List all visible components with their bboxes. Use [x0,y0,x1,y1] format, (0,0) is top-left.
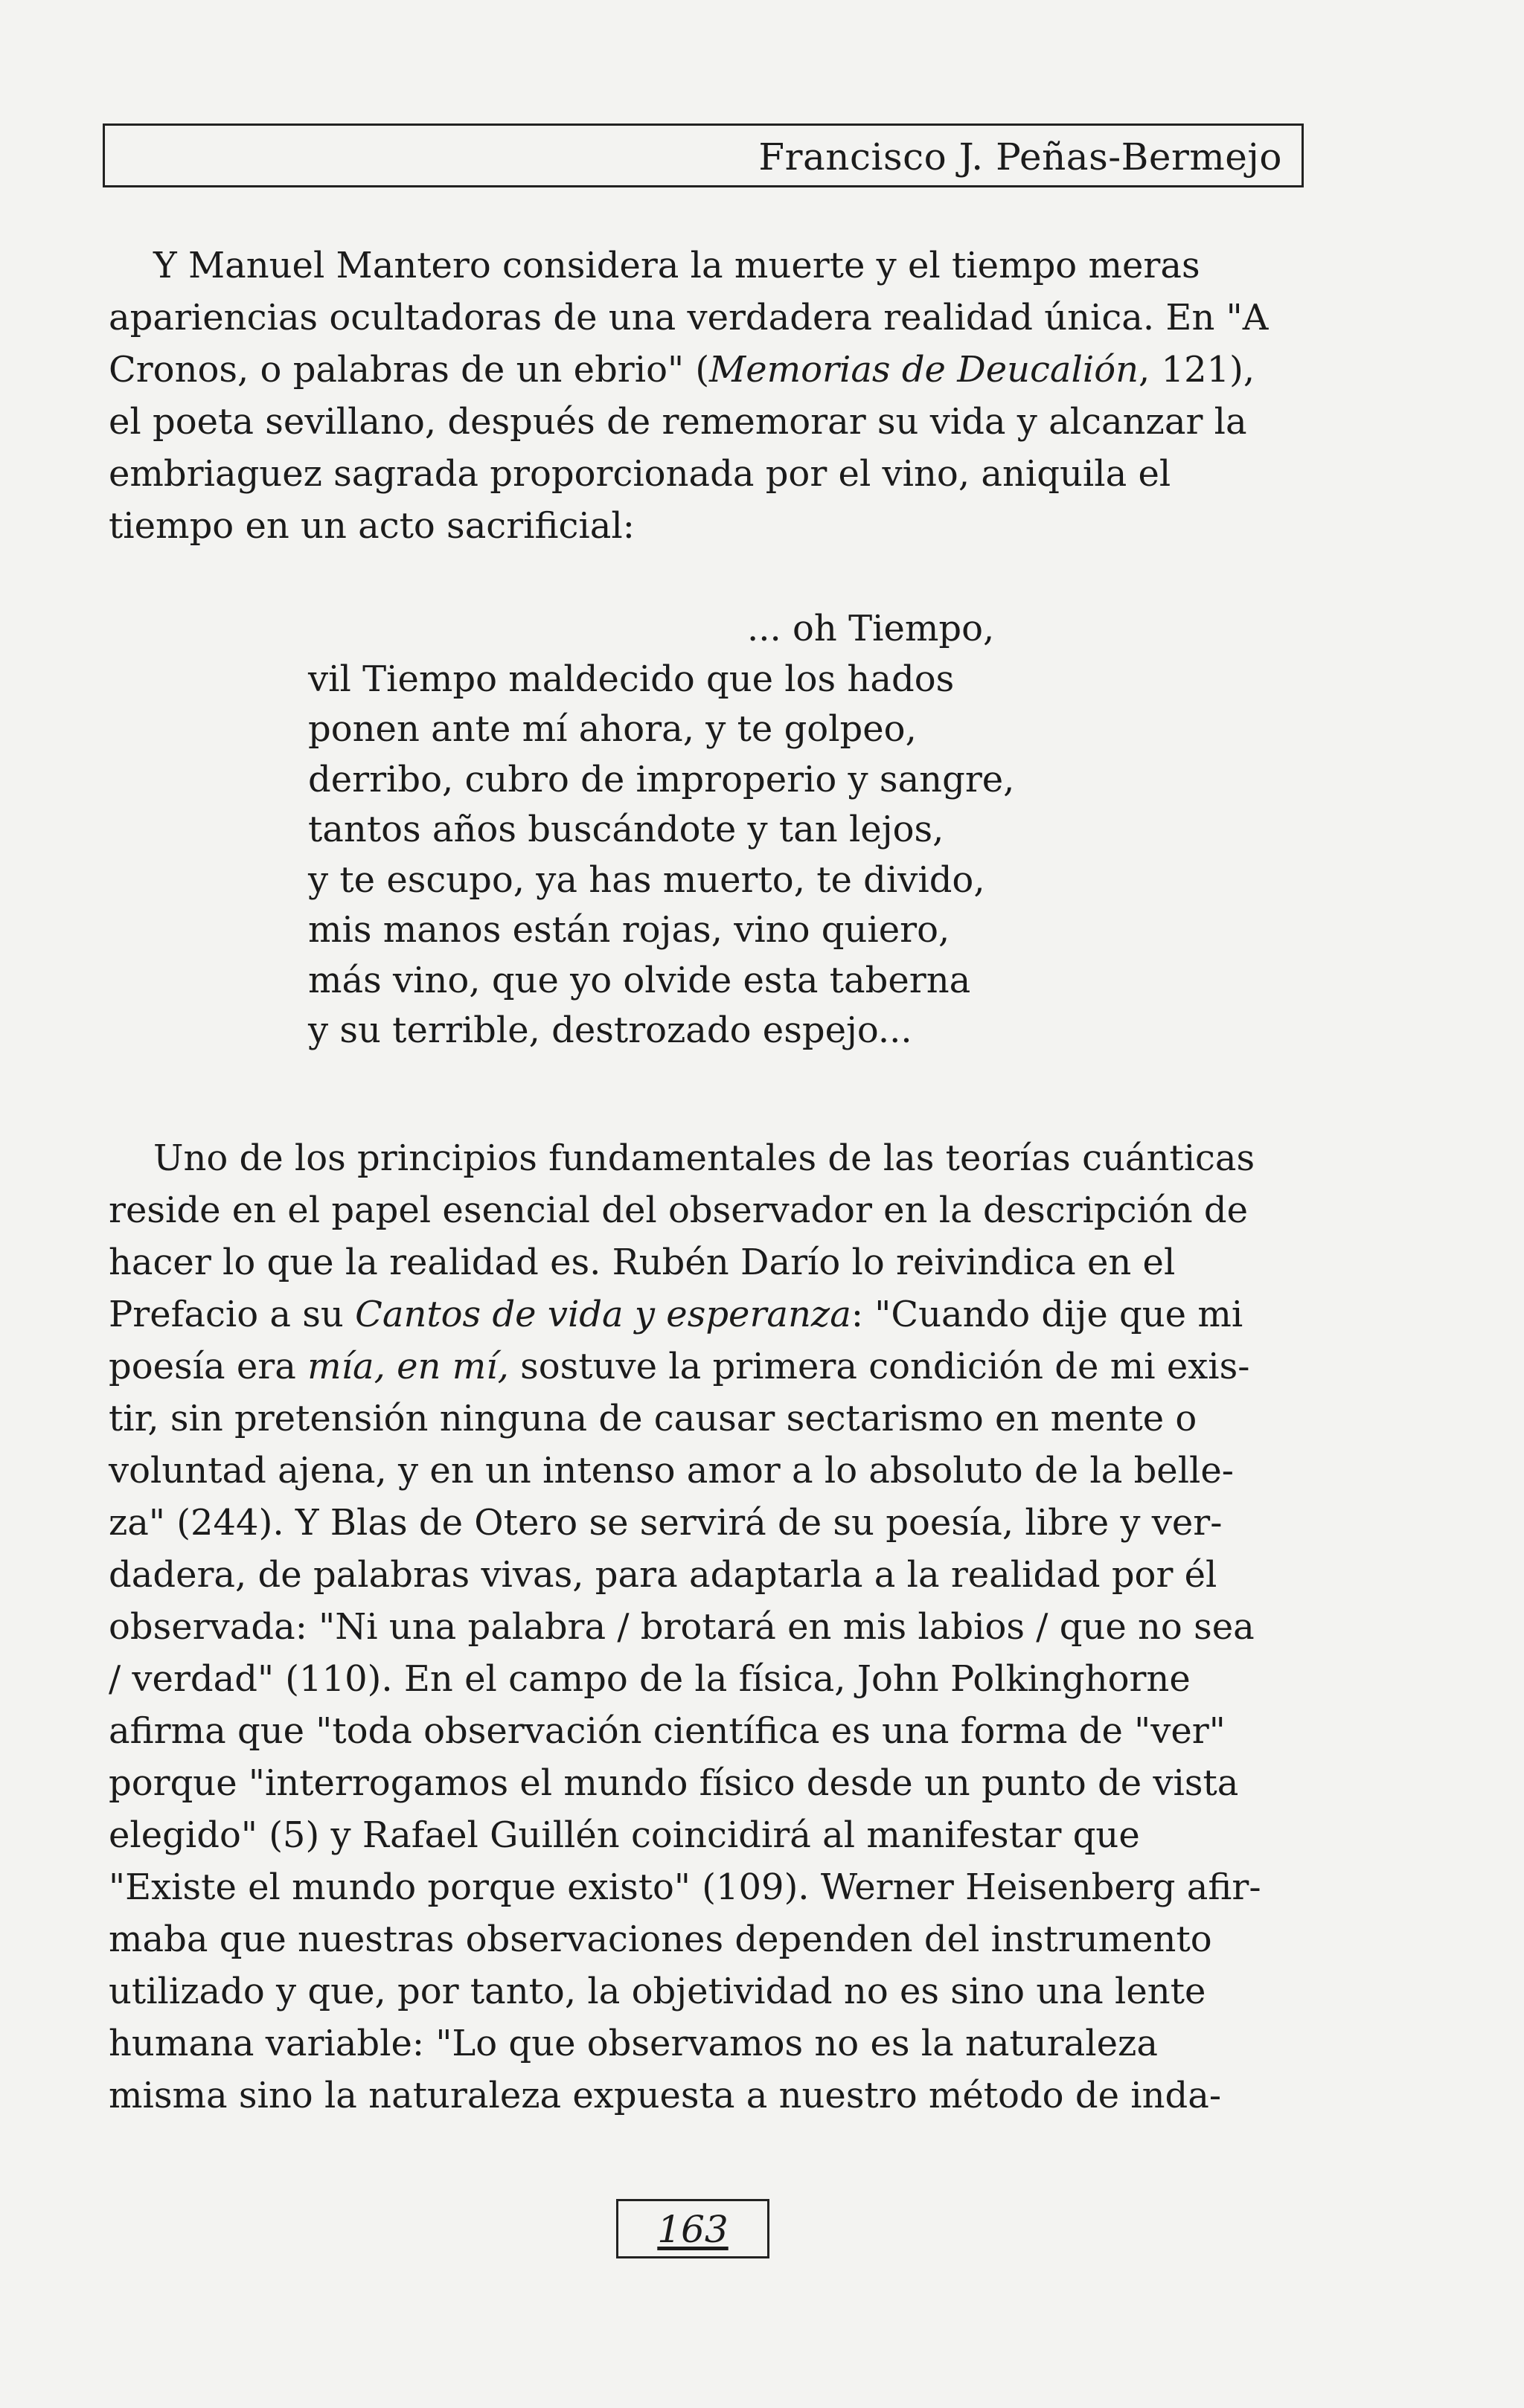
page-number [616,2199,769,2258]
text-line: observada: "Ni una palabra / brotará en mis labios / que no sea [109,1606,1255,1648]
book-title: Memorias de Deucalión [709,349,1139,391]
poem-line: y te escupo, ya has muerto, te divido, [308,858,985,901]
text-line: el poeta sevillano, después de rememorar su vida y alcanzar la [109,401,1247,443]
text-line: za" (244). Y Blas de Otero se servirá de su poesía, libre y ver- [109,1502,1223,1544]
text-run: sostuve la primera condición de mi exis- [508,1346,1250,1387]
text-line [109,1288,1295,1341]
text-line: tiempo en un acto sacrificial: [109,505,635,547]
text-line: dadera, de palabras vivas, para adaptarla a la realidad por él [109,1554,1217,1596]
text-run: : "Cuando dije que mi [851,1294,1243,1335]
poem-line: ponen ante mí ahora, y te golpeo, [308,708,917,750]
emphasis: mía, en mí, [307,1346,509,1387]
text-line: humana variable: "Lo que observamos no es la naturaleza [109,2023,1158,2064]
poem-line: y su terrible, destrozado espejo... [308,1009,912,1051]
text-line: / verdad" (110). En el campo de la física, John Polkinghorne [109,1658,1191,1700]
poem-line: derribo, cubro de improperio y sangre, [308,758,1015,800]
header-author: Francisco J. Peñas-Bermejo [758,135,1282,179]
book-title: Cantos de vida y esperanza [355,1294,851,1335]
poem-line: ... oh Tiempo, [747,608,995,649]
text-line [109,1341,1295,1393]
poem-quote [308,604,1127,1056]
text-line: embriaguez sagrada proporcionada por el vino, aniquila el [109,453,1171,495]
text-line [109,344,1295,396]
text-line: tir, sin pretensión ninguna de causar sectarismo en mente o [109,1398,1197,1439]
poem-line: más vino, que yo olvide esta taberna [308,959,971,1001]
paragraph-quantum [109,1132,1295,2122]
text-run: Prefacio a su [109,1294,356,1335]
text-line: misma sino la naturaleza expuesta a nuestro método de inda- [109,2075,1222,2116]
poem-line: vil Tiempo maldecido que los hados [308,658,955,700]
text-line: apariencias ocultadoras de una verdadera realidad única. En "A [109,297,1269,338]
text-line: Y Manuel Mantero considera la muerte y el tiempo meras [153,245,1200,286]
text-run: poesía era [109,1346,308,1387]
text-run: Cronos, o palabras de un ebrio" ( [109,349,710,391]
text-line: maba que nuestras observaciones dependen del instrumento [109,1919,1212,1960]
text-line: "Existe el mundo porque existo" (109). Werner Heisenberg afir- [109,1866,1261,1908]
text-line: reside en el papel esencial del observador en la descripción de [109,1189,1249,1231]
text-run: , 121), [1139,349,1255,391]
text-line: elegido" (5) y Rafael Guillén coincidirá al manifestar que [109,1814,1140,1856]
poem-line: tantos años buscándote y tan lejos, [308,809,944,850]
page-number-value: 163 [657,2208,729,2251]
paragraph-mantero [109,240,1295,552]
text-line: voluntad ajena, y en un intenso amor a lo absoluto de la belle- [109,1450,1235,1492]
text-line: hacer lo que la realidad es. Rubén Darío lo reivindica en el [109,1242,1176,1283]
running-header [103,123,1304,187]
text-line: porque "interrogamos el mundo físico desde un punto de vista [109,1762,1239,1804]
text-line: utilizado y que, por tanto, la objetividad no es sino una lente [109,1971,1206,2012]
text-line: afirma que "toda observación científica es una forma de "ver" [109,1710,1226,1752]
text-line: Uno de los principios fundamentales de las teorías cuánticas [153,1137,1255,1179]
poem-line: mis manos están rojas, vino quiero, [308,909,950,951]
